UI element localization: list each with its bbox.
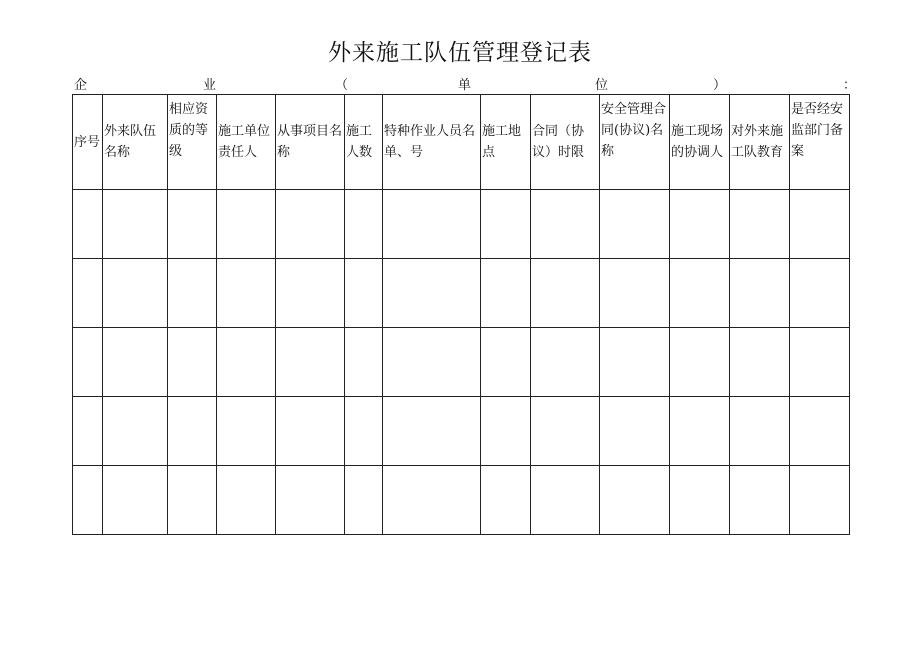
unit-line-char: ： [843, 78, 857, 93]
table-cell[interactable] [531, 259, 600, 328]
table-row [73, 190, 850, 259]
table-cell[interactable] [670, 190, 730, 259]
col-header-special-workers: 特种作业人员名单、号 [383, 95, 481, 190]
table-cell[interactable] [600, 466, 670, 535]
table-cell[interactable] [73, 190, 103, 259]
unit-line-char: 位 [595, 78, 609, 93]
table-cell[interactable] [531, 190, 600, 259]
table-cell[interactable] [103, 397, 168, 466]
table-cell[interactable] [217, 328, 276, 397]
table-cell[interactable] [730, 328, 790, 397]
table-cell[interactable] [217, 259, 276, 328]
table-row [73, 397, 850, 466]
table-row [73, 259, 850, 328]
table-cell[interactable] [600, 328, 670, 397]
table-cell[interactable] [481, 397, 531, 466]
table-cell[interactable] [383, 397, 481, 466]
table-cell[interactable] [217, 466, 276, 535]
table-cell[interactable] [670, 397, 730, 466]
col-header-safety-contract: 安全管理合同(协议)名称 [600, 95, 670, 190]
table-cell[interactable] [103, 466, 168, 535]
table-cell[interactable] [790, 259, 850, 328]
form-title: 外来施工队伍管理登记表 [328, 40, 592, 66]
table-header-row [73, 95, 850, 190]
unit-line-char: 企 [74, 78, 88, 93]
table-cell[interactable] [481, 190, 531, 259]
table-cell[interactable] [730, 190, 790, 259]
table-cell[interactable] [790, 466, 850, 535]
col-header-index: 序号 [73, 95, 103, 190]
table-cell[interactable] [531, 328, 600, 397]
col-header-site-location: 施工地点 [481, 95, 531, 190]
col-header-team-name: 外来队伍名称 [103, 95, 168, 190]
table-cell[interactable] [670, 259, 730, 328]
unit-line-char: 单 [458, 78, 472, 93]
table-cell[interactable] [600, 190, 670, 259]
col-header-qualification-level: 相应资质的等级 [168, 95, 217, 190]
registration-table [72, 94, 850, 535]
table-row [73, 466, 850, 535]
table-cell[interactable] [600, 397, 670, 466]
table-cell[interactable] [276, 466, 345, 535]
col-header-site-coordinator: 施工现场的协调人 [670, 95, 730, 190]
table-cell[interactable] [73, 328, 103, 397]
table-cell[interactable] [481, 466, 531, 535]
table-cell[interactable] [103, 259, 168, 328]
table-cell[interactable] [481, 328, 531, 397]
unit-line-char: 业 [203, 78, 217, 93]
table-cell[interactable] [481, 259, 531, 328]
table-cell[interactable] [730, 259, 790, 328]
unit-line-char: ） [713, 78, 727, 93]
table-cell[interactable] [345, 397, 383, 466]
table-cell[interactable] [168, 328, 217, 397]
col-header-contract-period: 合同（协议）时限 [531, 95, 600, 190]
table-cell[interactable] [345, 466, 383, 535]
table-cell[interactable] [790, 190, 850, 259]
table-cell[interactable] [383, 328, 481, 397]
table-cell[interactable] [217, 397, 276, 466]
table-cell[interactable] [790, 397, 850, 466]
table-cell[interactable] [531, 397, 600, 466]
table-cell[interactable] [276, 397, 345, 466]
table-cell[interactable] [345, 259, 383, 328]
table-cell[interactable] [670, 328, 730, 397]
table-cell[interactable] [670, 466, 730, 535]
table-cell[interactable] [345, 328, 383, 397]
table-cell[interactable] [600, 259, 670, 328]
table-cell[interactable] [383, 259, 481, 328]
table-cell[interactable] [383, 190, 481, 259]
table-cell[interactable] [730, 466, 790, 535]
table-cell[interactable] [383, 466, 481, 535]
col-header-safety-filing: 是否经安监部门备案 [790, 95, 850, 190]
enterprise-unit-line [73, 74, 857, 94]
table-cell[interactable] [217, 190, 276, 259]
table-cell[interactable] [276, 259, 345, 328]
table-body [73, 190, 850, 535]
col-header-worker-count: 施工人数 [345, 95, 383, 190]
unit-line-char: （ [335, 78, 349, 93]
table-cell[interactable] [276, 190, 345, 259]
col-header-responsible-person: 施工单位责任人 [217, 95, 276, 190]
table-row [73, 328, 850, 397]
table-cell[interactable] [276, 328, 345, 397]
table-cell[interactable] [168, 397, 217, 466]
table-cell[interactable] [790, 328, 850, 397]
table-cell[interactable] [73, 466, 103, 535]
table-cell[interactable] [168, 466, 217, 535]
table-cell[interactable] [730, 397, 790, 466]
table-cell[interactable] [73, 259, 103, 328]
col-header-project-name: 从事项目名称 [276, 95, 345, 190]
table-cell[interactable] [168, 259, 217, 328]
col-header-team-education: 对外来施工队教育 [730, 95, 790, 190]
table-cell[interactable] [168, 190, 217, 259]
table-cell[interactable] [103, 190, 168, 259]
table-cell[interactable] [73, 397, 103, 466]
table-cell[interactable] [345, 190, 383, 259]
table-cell[interactable] [103, 328, 168, 397]
table-cell[interactable] [531, 466, 600, 535]
